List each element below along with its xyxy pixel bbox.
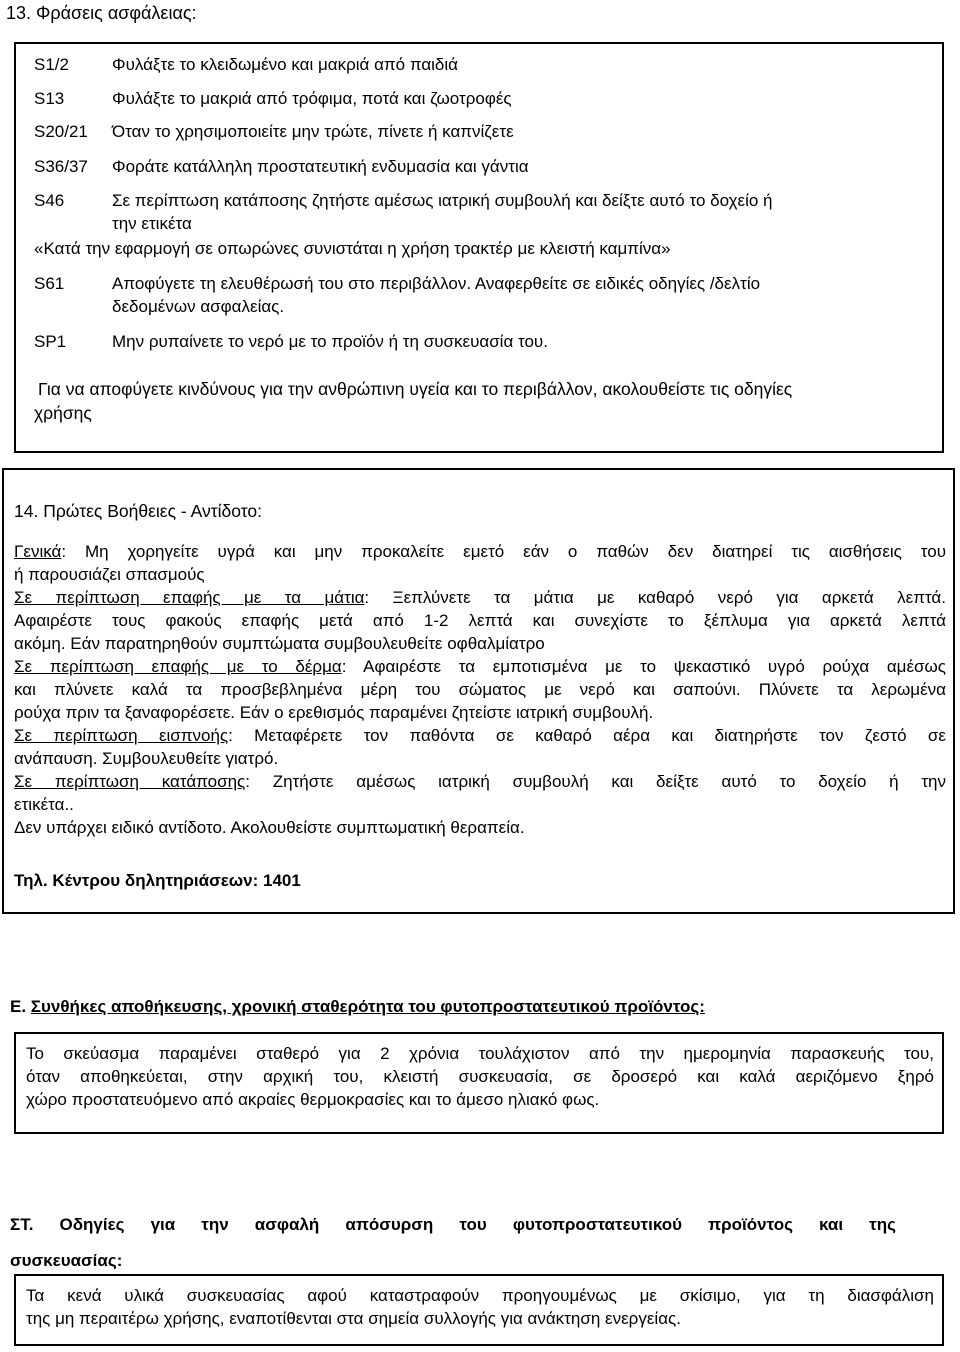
skin-label: Σε περίπτωση επαφής με το δέρμα: [14, 657, 342, 676]
section-e-heading: [10, 996, 705, 1018]
section-13-heading: 13. Φράσεις ασφάλειας:: [6, 3, 197, 23]
section-st-heading-line-1: ΣΤ. Οδηγίες για την ασφαλή απόσυρση του φυτοπροστατευτικού προϊόντος και της: [10, 1215, 896, 1234]
disposal-text: [26, 1284, 934, 1330]
inhalation-label: Σε περίπτωση εισπνοής: [14, 726, 229, 745]
eyes-label: Σε περίπτωση επαφής με τα μάτια: [14, 588, 365, 607]
inhalation-line: [14, 724, 946, 747]
skin-line-3: ρούχα πριν τα ξαναφορέσετε. Εάν ο ερεθισμός παραμένει ζητείστε ιατρική συμβουλή.: [14, 703, 654, 722]
eyes-line-3: ακόμη. Εάν παρατηρηθούν συμπτώματα συμβουλευθείτε οφθαλμίατρο: [14, 634, 545, 653]
tractor-note: «Κατά την εφαρμογή σε οπωρώνες συνιστάται η χρήση τρακτέρ με κλειστή καμπίνα»: [34, 239, 671, 258]
phrase-text-cont: την ετικέτα: [112, 214, 192, 233]
phrase-text-sp1: Μην ρυπαίνετε το νερό με το προϊόν ή τη συσκευασία του.: [112, 332, 548, 351]
eyes-line-2: Αφαιρέστε τους φακούς επαφής μετά από 1-2 λεπτά και συνεχίστε το ξέπλυμα για αρκετά λεπτά: [14, 611, 946, 630]
phrase-text: Όταν το χρησιμοποιείτε μην τρώτε, πίνετε ή καπνίζετε: [112, 122, 514, 141]
phrase-code: S1/2: [34, 55, 69, 74]
general-line-cont: ή παρουσιάζει σπασμούς: [14, 565, 205, 584]
phrase-text: Σε περίπτωση κατάποσης ζητήστε αμέσως ιατρική συμβουλή και δείξτε αυτό το δοχείο ή: [112, 191, 773, 210]
phrase-text-s61: Αποφύγετε τη ελευθέρωσή του στο περιβάλλον. Αναφερθείτε σε ειδικές οδηγίες /δελτίο: [112, 274, 761, 293]
skin-line-2: και πλύνετε καλά τα προσβεβλημένα μέρη του σώματος με νερό και σαπούνι. Πλύνετε τα λερωμένα: [14, 680, 946, 699]
skin-line: [14, 655, 946, 678]
ingestion-line-2: ετικέτα..: [14, 795, 74, 814]
phrase-code: S36/37: [34, 157, 88, 176]
phrase-code: S46: [34, 191, 65, 210]
first-aid-text: [14, 540, 946, 839]
poison-center-phone: Τηλ. Κέντρου δηλητηριάσεων: 1401: [14, 871, 301, 890]
inhalation-text: : Μεταφέρετε τον παθόντα σε καθαρό αέρα και διατηρήστε τον ζεστό σε: [228, 726, 946, 745]
ingestion-text: : Ζητήστε αμέσως ιατρική συμβουλή και δείξτε αυτό το δοχείο ή την: [245, 772, 946, 791]
storage-line-2: όταν αποθηκεύεται, στην αρχική του, κλειστή συσκευασία, σε δροσερό και καλά αεριζόμενο ξηρό: [26, 1067, 934, 1086]
general-label: Γενικά: [14, 542, 62, 561]
storage-box: [14, 1032, 944, 1134]
general-text: : Μη χορηγείτε υγρά και μην προκαλείτε εμετό εάν ο παθών δεν διατηρεί τις αισθήσεις του: [61, 542, 946, 561]
ingestion-label: Σε περίπτωση κατάποσης: [14, 772, 246, 791]
skin-text: : Αφαιρέστε τα εμποτισμένα με το ψεκαστικό υγρό ρούχα αμέσως: [341, 657, 947, 676]
eyes-text: : Ξεπλύνετε τα μάτια με καθαρό νερό για αρκετά λεπτά.: [364, 588, 946, 607]
closing-note-cont: χρήσης: [34, 403, 92, 423]
phrase-code-sp1: SP1: [34, 332, 67, 351]
first-aid-box: [2, 468, 955, 914]
section-st-heading-line-2: συσκευασίας:: [10, 1251, 123, 1270]
phrase-text-s61-cont: δεδομένων ασφαλείας.: [112, 297, 285, 316]
phrase-text: Φοράτε κατάλληλη προστατευτική ενδυμασία και γάντια: [112, 157, 529, 176]
phrase-code: S20/21: [34, 122, 88, 141]
disposal-box: [14, 1274, 944, 1346]
safety-phrases-box: [14, 42, 944, 453]
ingestion-line: [14, 770, 946, 793]
general-line: [14, 540, 946, 563]
phrase-code: S13: [34, 89, 65, 108]
phrase-code-s61: S61: [34, 274, 65, 293]
storage-line-3: χώρο προστατευόμενο από ακραίες θερμοκρασίες και το άμεσο ηλιακό φως.: [26, 1090, 600, 1109]
phrase-text: Φυλάξτε το μακριά από τρόφιμα, ποτά και ζωοτροφές: [112, 89, 512, 108]
section-e-prefix: Ε.: [10, 997, 27, 1016]
section-14-heading: 14. Πρώτες Βοήθειες - Αντίδοτο:: [14, 501, 262, 521]
inhalation-line-2: ανάπαυση. Συμβουλευθείτε γιατρό.: [14, 749, 279, 768]
disposal-line-2: της μη περαιτέρω χρήσης, εναποτίθενται στα σημεία συλλογής για ανάκτηση ενεργείας.: [26, 1309, 681, 1328]
section-st-heading: [10, 1207, 896, 1279]
storage-line-1: Το σκεύασμα παραμένει σταθερό για 2 χρόνια τουλάχιστον από την ημερομηνία παρασκευής του,: [26, 1044, 934, 1063]
antidote-line: Δεν υπάρχει ειδικό αντίδοτο. Ακολουθείστε συμπτωματική θεραπεία.: [14, 818, 525, 837]
eyes-line: [14, 586, 946, 609]
disposal-line-1: Τα κενά υλικά συσκευασίας αφού καταστραφούν προηγουμένως με σκίσιμο, για τη διασφάλιση: [26, 1286, 934, 1305]
storage-text: [26, 1042, 934, 1111]
closing-note: Για να αποφύγετε κινδύνους για την ανθρώπινη υγεία και το περιβάλλον, ακολουθείστε τις οδηγίες: [38, 379, 793, 399]
section-e-title: Συνθήκες αποθήκευσης, χρονική σταθερότητα του φυτοπροστατευτικού προϊόντος:: [30, 997, 705, 1016]
phrase-text: Φυλάξτε το κλειδωμένο και μακριά από παιδιά: [112, 55, 458, 74]
